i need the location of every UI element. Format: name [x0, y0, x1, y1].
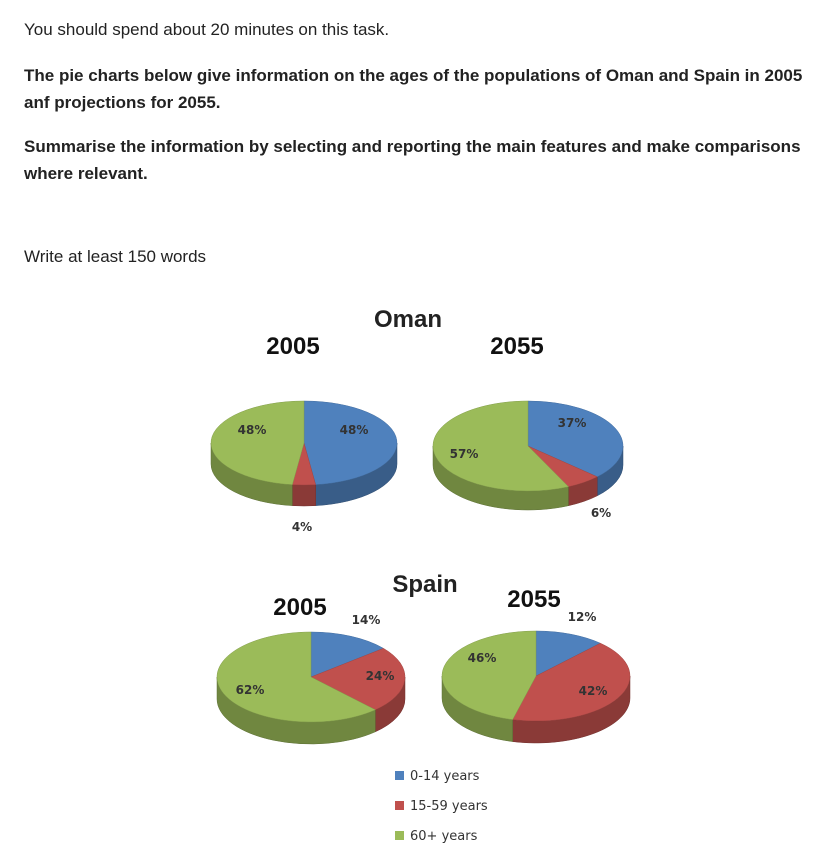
- pie-oman-2005: [211, 401, 397, 534]
- pie-spain-2055: [442, 610, 630, 743]
- pie-spain-2005: [217, 613, 405, 744]
- legend-swatch: [395, 831, 404, 840]
- spain-2055-title: 2055: [507, 586, 561, 613]
- data-label: 57%: [449, 447, 479, 461]
- task-summary: Summarise the information by selecting and reporting the main features and make comparisons where relevant.: [24, 137, 801, 183]
- data-label: 24%: [365, 669, 395, 683]
- slice-side-15-59-years: [292, 485, 315, 506]
- legend-swatch: [395, 801, 404, 810]
- pie-oman-2055: [433, 401, 623, 520]
- data-label: 14%: [351, 613, 381, 627]
- spain-2005-title: 2005: [273, 594, 327, 621]
- legend-label: 0-14 years: [410, 769, 480, 784]
- data-label: 42%: [578, 684, 608, 698]
- oman-2005-title: 2005: [266, 333, 320, 360]
- spain-title: Spain: [392, 571, 458, 598]
- oman-title: Oman: [373, 306, 443, 333]
- data-label: 62%: [235, 683, 265, 697]
- task-prompt: The pie charts below give information on the ages of the populations of Oman and Spain in 2005 anf projections for 2055.: [24, 66, 803, 112]
- data-label: 6%: [590, 506, 612, 520]
- data-label: 48%: [237, 423, 267, 437]
- task-instruction: You should spend about 20 minutes on this task.: [24, 20, 390, 39]
- legend-label: 15-59 years: [410, 799, 488, 814]
- data-label: 12%: [567, 610, 597, 624]
- legend-label: 60+ years: [410, 829, 478, 844]
- legend-swatch: [395, 771, 404, 780]
- data-label: 48%: [339, 423, 369, 437]
- data-label: 46%: [467, 651, 497, 665]
- oman-2055-title: 2055: [490, 333, 544, 360]
- word-count-instruction: Write at least 150 words: [24, 247, 207, 266]
- data-label: 4%: [291, 520, 313, 534]
- legend: [395, 769, 488, 844]
- data-label: 37%: [557, 416, 587, 430]
